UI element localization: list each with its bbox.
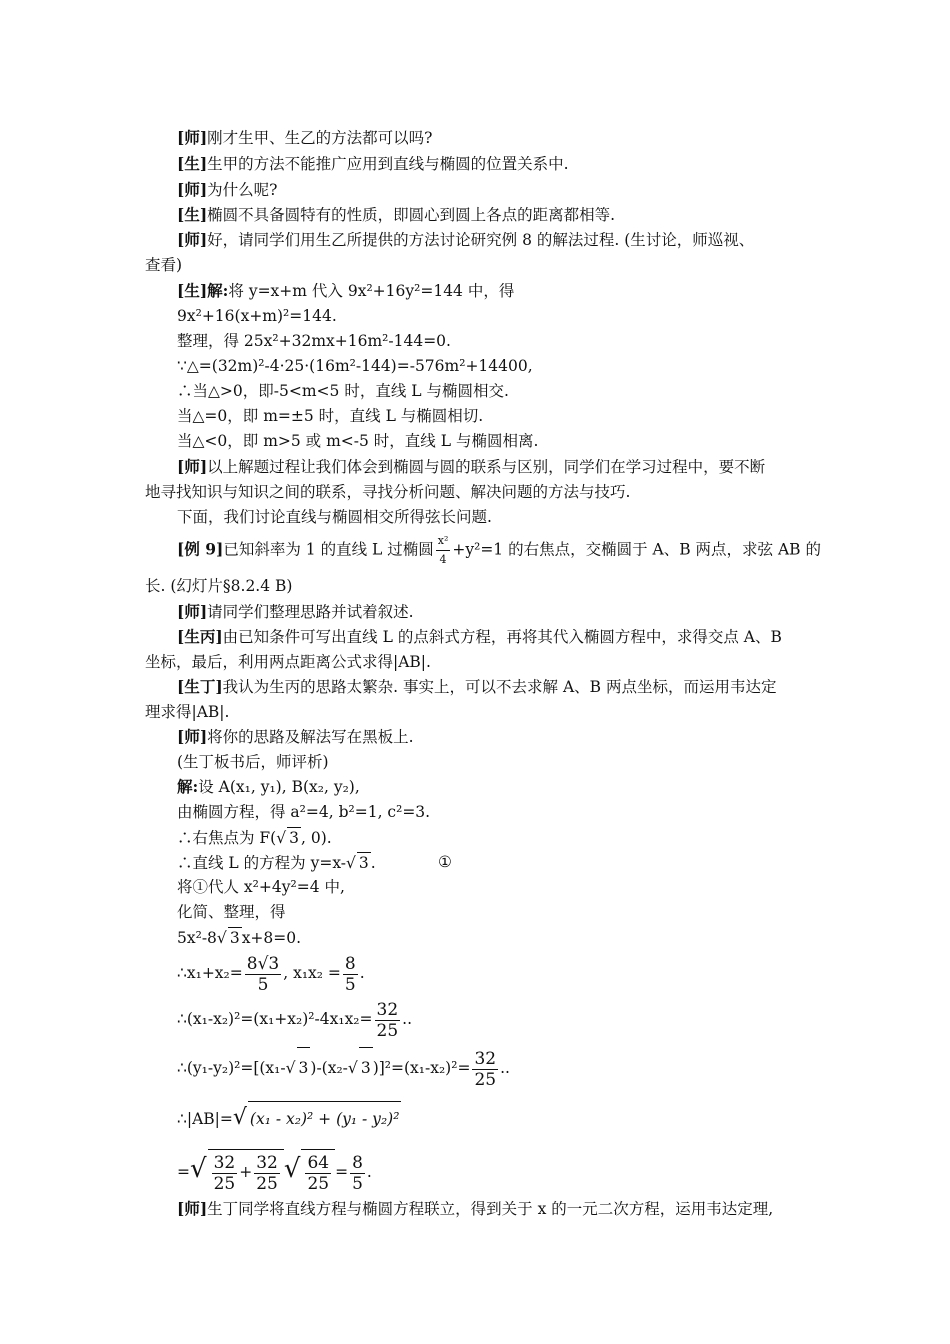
speaker-tag: [生]	[177, 154, 208, 173]
line-text: , x₁x₂ =	[283, 964, 341, 982]
denominator: 5	[352, 1173, 363, 1194]
numerator: 8	[344, 953, 356, 974]
line-text: )-(x₂-	[310, 1059, 348, 1077]
dialogue-line	[177, 457, 765, 477]
speaker-tag: [生丙]	[177, 627, 223, 646]
math-line	[177, 1147, 372, 1194]
math-line	[177, 1047, 510, 1090]
paragraph-line: 查看)	[145, 256, 183, 274]
line-text: ∴(y₁-y₂)²=[(x₁-	[177, 1059, 286, 1077]
math-line	[177, 827, 332, 848]
radicand: 3	[358, 854, 369, 872]
fraction	[212, 1153, 238, 1194]
line-text: )]²=(x₁-x₂)²=	[372, 1059, 471, 1077]
math-line: 当△<0，即 m>5 或 m<-5 时，直线 L 与椭圆相离.	[177, 432, 539, 450]
numerator: 32	[256, 1152, 278, 1173]
denominator: 25	[376, 1020, 399, 1041]
speaker-tag: [师]	[177, 727, 208, 746]
math-line: 9x²+16(x+m)²=144.	[177, 307, 337, 325]
line-text: .	[370, 854, 376, 872]
line-text: x+8=0.	[241, 929, 302, 947]
sqrt-sign	[348, 1059, 358, 1077]
line-text: ∴直线 L 的方程为 y=x-	[177, 854, 347, 872]
line-text: 生甲的方法不能推广应用到直线与椭圆的位置关系中.	[207, 155, 569, 173]
line-text: .	[366, 1163, 372, 1181]
line-text: 刚才生甲、生乙的方法都可以吗?	[207, 129, 433, 147]
math-line: ∵△=(32m)²-4·25·(16m²-144)=-576m²+14400,	[177, 357, 533, 375]
solution-line	[177, 777, 360, 797]
paragraph-line: 地寻找知识与知识之间的联系，寻找分析问题、解决问题的方法与技巧.	[145, 483, 631, 501]
paragraph-line: (生丁板书后，师评析)	[177, 753, 329, 771]
dialogue-line	[177, 677, 776, 697]
speaker-tag: [师]	[177, 1199, 208, 1218]
plus-sign: +	[239, 1163, 253, 1181]
numerator: 32	[474, 1048, 497, 1069]
line-text: ∴|AB|=	[177, 1110, 233, 1128]
denominator: 5	[257, 974, 269, 995]
line-text: , 0).	[301, 829, 332, 847]
radicand	[301, 1149, 335, 1194]
radicand: 3	[297, 1047, 311, 1088]
example-tag: [例 9]	[177, 539, 224, 559]
fraction	[350, 1153, 365, 1194]
line-text: 为什么呢?	[207, 181, 278, 199]
fraction	[436, 532, 451, 569]
fraction	[472, 1049, 498, 1090]
line-text: 将你的思路及解法写在黑板上.	[207, 728, 414, 746]
speaker-tag: [生]	[177, 205, 208, 224]
math-line: 整理，得 25x²+32mx+16m²-144=0.	[177, 332, 451, 350]
speaker-tag: [师]	[177, 180, 208, 199]
line-text: ∴(x₁-x₂)²=(x₁+x₂)²-4x₁x₂=	[177, 1010, 373, 1028]
line-text: 生丁同学将直线方程与椭圆方程联立，得到关于 x 的一元二次方程，运用韦达定理,	[207, 1200, 774, 1218]
sqrt-sign	[217, 929, 227, 947]
line-text: 已知斜率为 1 的直线 L 过椭圆	[223, 540, 434, 559]
dialogue-line	[177, 602, 414, 622]
fraction	[254, 1153, 280, 1194]
denominator: 5	[344, 974, 356, 995]
sqrt-sign	[190, 1154, 207, 1184]
line-text: 将 y=x+m 代入 9x²+16y²=144 中，得	[228, 282, 515, 300]
line-text: ∴x₁+x₂=	[177, 964, 243, 982]
dialogue-line	[177, 128, 432, 148]
sqrt-sign	[286, 1059, 296, 1077]
sqrt-sign	[233, 1105, 247, 1130]
speaker-tag: [师]	[177, 602, 208, 621]
math-line	[177, 1101, 401, 1136]
solution-tag: 解:	[177, 777, 199, 796]
line-text: 设 A(x₁, y₁), B(x₂, y₂),	[198, 778, 360, 796]
sqrt-sign	[284, 1154, 301, 1184]
numerator: 8	[352, 1152, 363, 1173]
radicand: (x₁ - x₂)² + (y₁ - y₂)²	[248, 1101, 402, 1136]
numerator: 32	[376, 999, 399, 1020]
speaker-tag: [生丁]	[177, 677, 223, 696]
math-line: 将①代人 x²+4y²=4 中,	[177, 878, 345, 896]
line-text: =	[177, 1163, 190, 1181]
speaker-tag: [师]	[177, 230, 208, 249]
dialogue-line	[177, 230, 754, 250]
sqrt-sign	[346, 854, 356, 872]
line-text: 我认为生丙的思路太繁杂. 事实上，可以不去求解 A、B 两点坐标，而运用韦达定	[222, 678, 777, 696]
math-line	[177, 852, 376, 873]
line-text: ∴右焦点为 F(	[177, 829, 277, 847]
dialogue-line	[177, 154, 569, 174]
speaker-tag: [生]解:	[177, 281, 229, 300]
dialogue-line	[177, 180, 277, 200]
paragraph-line: 长. (幻灯片§8.2.4 B)	[145, 577, 293, 595]
numerator: x²	[436, 532, 451, 551]
dialogue-line	[177, 727, 414, 747]
radicand: 3	[289, 829, 299, 847]
denominator: 25	[256, 1173, 278, 1194]
math-line: 化简、整理，得	[177, 903, 286, 921]
radicand: 3	[359, 1047, 373, 1088]
paragraph-line: 坐标，最后，利用两点距离公式求得|AB|.	[145, 653, 431, 671]
dialogue-line	[177, 627, 782, 647]
line-text: +y²=1 的右焦点，交椭圆于 A、B 两点，求弦 AB 的	[452, 540, 821, 559]
numerator: 32	[213, 1152, 236, 1173]
radicand: 3	[229, 929, 240, 947]
dialogue-line	[177, 1199, 773, 1219]
line-text: 5x²-8	[177, 929, 217, 947]
fraction	[343, 954, 358, 995]
line-text: 以上解题过程让我们体会到椭圆与圆的联系与区别，同学们在学习过程中，要不断	[207, 458, 766, 476]
denominator: 25	[307, 1173, 330, 1194]
line-text: 请同学们整理思路并试着叙述.	[207, 603, 414, 621]
line-text: 好，请同学们用生乙所提供的方法讨论研究例 8 的解法过程. (生讨论，师巡视、	[207, 231, 755, 249]
line-text: ..	[402, 1010, 413, 1028]
math-line: 由椭圆方程，得 a²=4, b²=1, c²=3.	[177, 803, 431, 821]
paragraph-line: 理求得|AB|.	[145, 703, 230, 721]
line-text: ..	[500, 1059, 510, 1077]
dialogue-line	[177, 205, 615, 225]
line-text: 椭圆不具备圆特有的性质，即圆心到圆上各点的距离都相等.	[207, 206, 616, 224]
math-line: ∴当△>0，即-5<m<5 时，直线 L 与椭圆相交.	[177, 382, 509, 400]
fraction	[375, 1000, 401, 1041]
fraction	[305, 1153, 331, 1194]
radicand	[208, 1149, 284, 1194]
fraction	[245, 954, 281, 995]
equals-sign: =	[335, 1163, 349, 1181]
example-line	[177, 532, 821, 569]
sqrt-sign	[276, 829, 286, 847]
speaker-tag: [师]	[177, 457, 208, 476]
equation-marker: ①	[438, 853, 452, 871]
line-text: .	[359, 964, 365, 982]
denominator: 4	[439, 553, 447, 566]
line-text: 由已知条件可写出直线 L 的点斜式方程，再将其代入椭圆方程中，求得交点 A、B	[222, 628, 782, 646]
speaker-tag: [师]	[177, 128, 208, 147]
solution-line	[177, 281, 514, 301]
denominator: 25	[474, 1069, 497, 1090]
math-line	[177, 927, 301, 948]
numerator: 64	[307, 1152, 330, 1173]
math-line: 当△=0，即 m=±5 时，直线 L 与椭圆相切.	[177, 407, 484, 425]
numerator: 8√3	[246, 953, 280, 974]
math-line	[177, 999, 412, 1041]
denominator: 25	[213, 1173, 236, 1194]
paragraph-line: 下面，我们讨论直线与椭圆相交所得弦长问题.	[177, 508, 492, 526]
math-line	[177, 953, 365, 995]
